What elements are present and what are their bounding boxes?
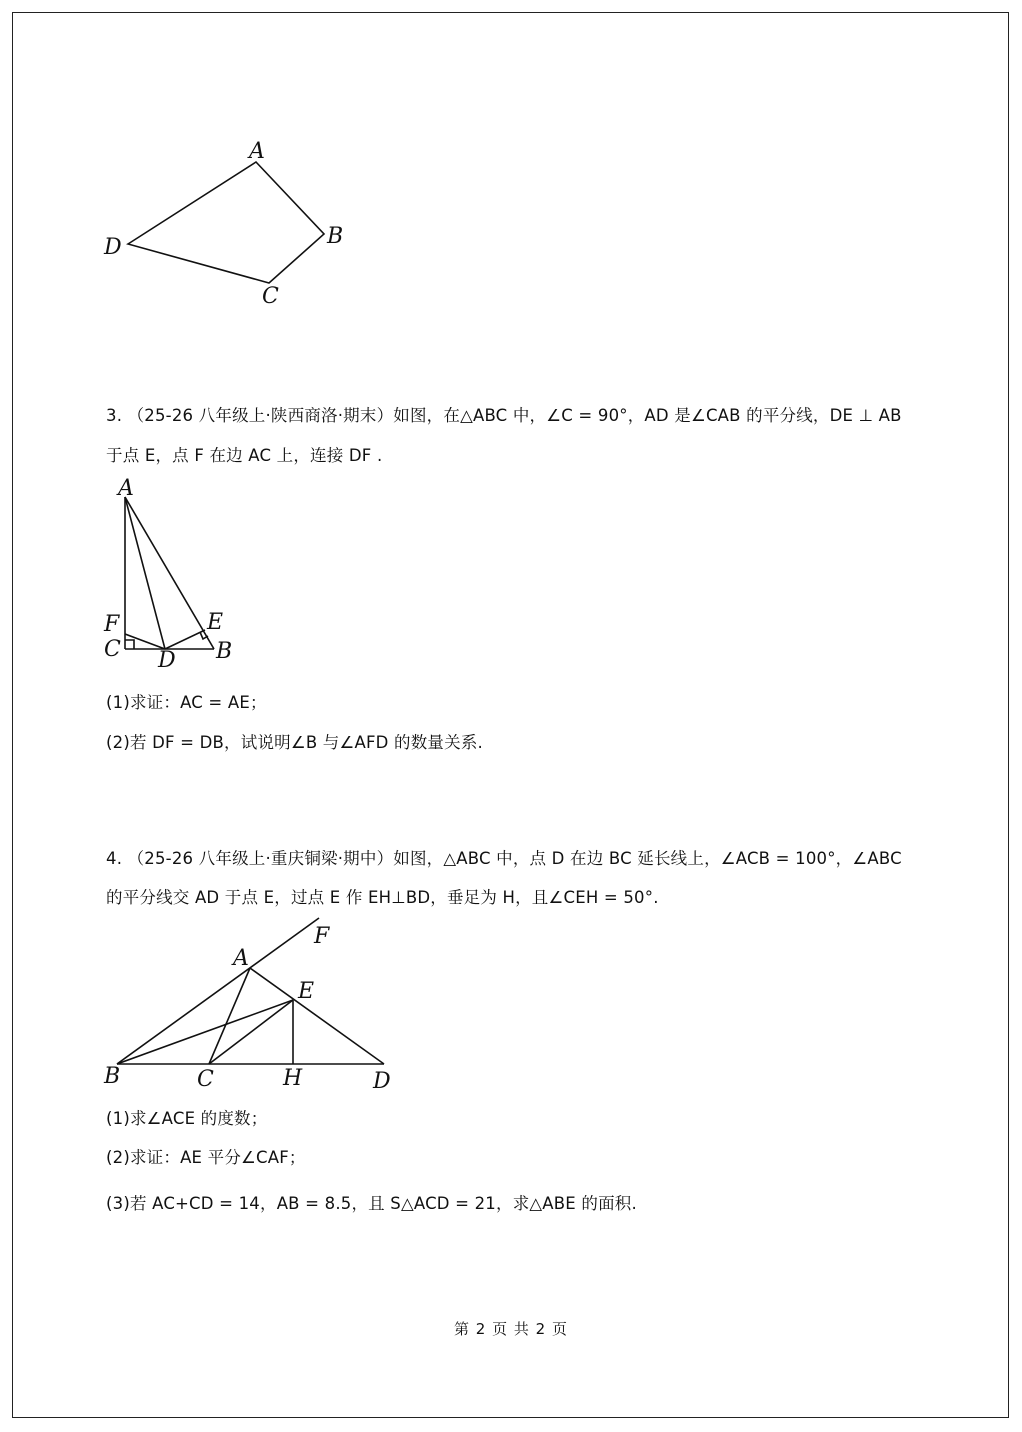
problem4-stem-line1: 4. （25-26 八年级上·重庆铜梁·期中）如图，△ABC 中，点 D 在边 BC 延长线上，∠ACB = 100°，∠ABC [106,849,902,868]
problem3-question1: (1)求证：AC = AE； [106,693,267,712]
vertex-label-H: H [283,1066,303,1091]
vertex-label-E: E [298,979,315,1004]
vertex-label-F: F [104,612,120,637]
segment-AB [125,497,214,649]
quadrilateral-figure [0,0,1022,340]
problem3-stem-line2: 于点 E，点 F 在边 AC 上，连接 DF . [106,446,383,465]
segment-CE [209,1000,293,1064]
vertex-label-D: D [104,235,122,260]
vertex-label-E: E [207,610,224,635]
problem4-question2: (2)求证：AE 平分∠CAF； [106,1148,306,1167]
triangle-figure-problem4 [0,905,420,1095]
triangle-figure-problem3 [0,470,300,673]
vertex-label-F: F [314,924,330,949]
vertex-label-C: C [262,284,279,309]
segment-AD [125,497,165,649]
problem3-stem-line1: 3. （25-26 八年级上·陕西商洛·期末）如图，在△ABC 中，∠C = 90°，AD 是∠CAB 的平分线，DE ⊥ AB [106,406,902,425]
vertex-label-B: B [327,224,344,249]
vertex-label-B: B [216,639,233,664]
problem4-question1: (1)求∠ACE 的度数； [106,1109,268,1128]
vertex-label-A: A [249,139,265,164]
segment-DE [165,630,205,649]
segment-AD [250,968,384,1064]
vertex-label-A: A [118,476,134,501]
vertex-label-D: D [373,1069,391,1094]
vertex-label-D: D [158,648,176,673]
vertex-label-A: A [233,946,249,971]
vertex-label-C: C [197,1067,214,1092]
quadrilateral-ABCD [128,162,324,283]
segment-BE [117,1000,293,1064]
segment-FD [125,634,165,649]
vertex-label-B: B [104,1064,121,1089]
problem4-stem-line2: 的平分线交 AD 于点 E，过点 E 作 EH⊥BD，垂足为 H，且∠CEH = 50°. [106,888,659,907]
page-footer: 第 2 页 共 2 页 [454,1320,568,1338]
problem4-question3: (3)若 AC+CD = 14，AB = 8.5，且 S△ACD = 21，求△ABE 的面积. [106,1194,637,1213]
problem3-question2: (2)若 DF = DB，试说明∠B 与∠AFD 的数量关系. [106,733,483,752]
right-angle-C [125,640,134,649]
vertex-label-C: C [104,637,121,662]
